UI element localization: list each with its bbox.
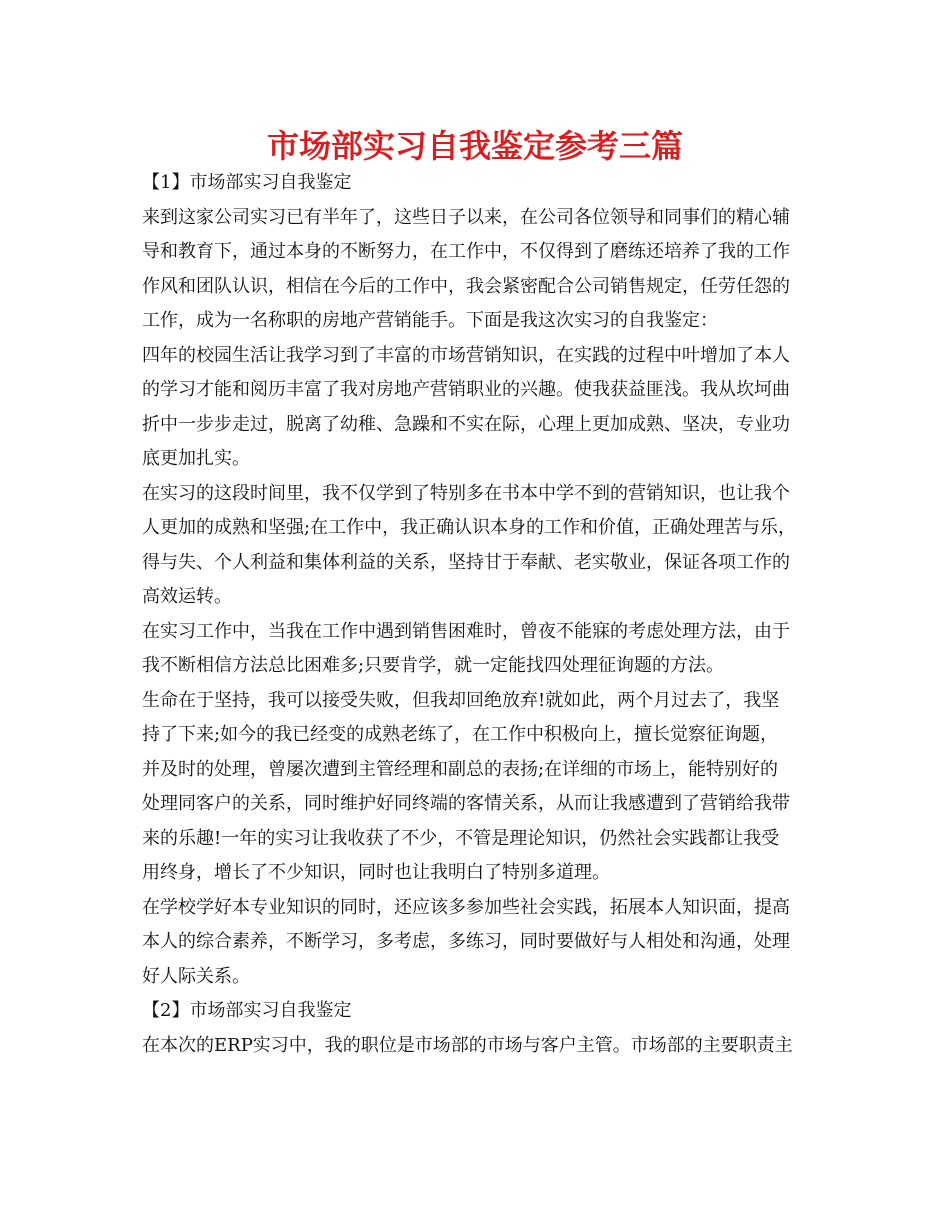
text-line: 好人际关系。 <box>142 965 250 987</box>
text-line: 【2】市场部实习自我鉴定 <box>142 1000 352 1021</box>
text-line: 【1】市场部实习自我鉴定 <box>142 172 352 193</box>
text-line: 导和教育下，通过本身的不断努力，在工作中，不仅得到了磨练还培养了我的工作 <box>142 241 790 262</box>
text-line: 的学习才能和阅历丰富了我对房地产营销职业的兴趣。使我获益匪浅。我从坎坷曲 <box>142 379 790 400</box>
text-line: 来到这家公司实习已有半年了，这些日子以来，在公司各位领导和同事们的精心辅 <box>142 206 790 228</box>
text-line: 工作，成为一名称职的房地产营销能手。下面是我这次实习的自我鉴定： <box>142 310 718 331</box>
text-line: 来的乐趣!一年的实习让我收获了不少，不管是理论知识，仍然社会实践都让我受 <box>142 827 780 849</box>
text-line: 四年的校园生活让我学习到了丰富的市场营销知识，在实践的过程中叶增加了本人 <box>142 344 790 366</box>
text-line: 作风和团队认识，相信在今后的工作中，我会紧密配合公司销售规定，任劳任怨的 <box>142 275 790 297</box>
text-line: 在实习工作中，当我在工作中遇到销售困难时，曾夜不能寐的考虑处理方法，由于 <box>142 620 790 642</box>
text-line: 生命在于坚持，我可以接受失败，但我却回绝放弃!就如此，两个月过去了，我坚 <box>142 689 780 711</box>
text-line: 得与失、个人利益和集体利益的关系，坚持甘于奉献、老实敬业，保证各项工作的 <box>142 551 790 573</box>
document-title: 市场部实习自我鉴定参考三篇 <box>266 127 683 165</box>
text-line: 在学校学好本专业知识的同时，还应该多参加些社会实践，拓展本人知识面，提高 <box>142 896 790 918</box>
text-line: 在实习的这段时间里，我不仅学到了特别多在书本中学不到的营销知识，也让我个 <box>142 482 790 504</box>
text-line: 并及时的处理，曾屡次遭到主管经理和副总的表扬;在详细的市场上，能特别好的 <box>142 758 779 780</box>
text-line: 高效运转。 <box>142 586 232 607</box>
text-line: 人更加的成熟和坚强;在工作中，我正确认识本身的工作和价值，正确处理苦与乐， <box>142 517 797 538</box>
text-line: 我不断相信方法总比困难多;只要肯学，就一定能找四处理征询题的方法。 <box>142 655 725 676</box>
document-body <box>142 166 822 1063</box>
text-line: 折中一步步走过，脱离了幼稚、急躁和不实在际，心理上更加成熟、坚决，专业功 <box>142 413 790 435</box>
text-line: 持了下来;如今的我已经变的成熟老练了，在工作中积极向上，擅长觉察征询题， <box>142 724 779 745</box>
text-line: 底更加扎实。 <box>142 448 250 469</box>
text-line: 本人的综合素养，不断学习，多考虑，多练习，同时要做好与人相处和沟通，处理 <box>142 931 790 952</box>
text-line: 在本次的ERP实习中，我的职位是市场部的市场与客户主管。市场部的主要职责主 <box>142 1034 793 1056</box>
text-line: 用终身，增长了不少知识，同时也让我明白了特别多道理。 <box>142 862 610 883</box>
text-line: 处理同客户的关系，同时维护好同终端的客情关系，从而让我感遭到了营销给我带 <box>142 793 790 814</box>
